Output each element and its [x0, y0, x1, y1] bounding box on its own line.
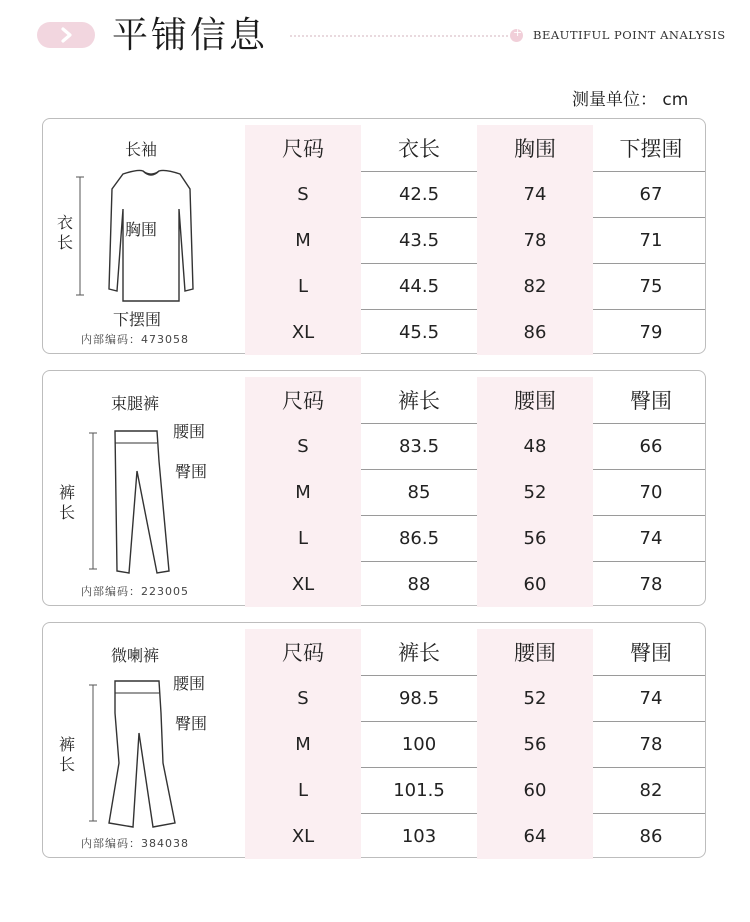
- table-cell: 44.5: [398, 275, 440, 297]
- table-cell: 82: [477, 263, 593, 309]
- garment-name: 微喇裤: [111, 646, 160, 665]
- internal-code: 内部编码：223005: [81, 585, 189, 598]
- table-row: [245, 767, 705, 813]
- table-cell: 79: [639, 321, 663, 343]
- size-card-top: [42, 118, 706, 354]
- size-card-flare: [42, 622, 706, 858]
- table-row: [245, 171, 705, 217]
- table-cell: 101.5: [393, 779, 445, 801]
- table-cell: 70: [639, 481, 663, 503]
- table-row: [245, 515, 705, 561]
- chest-label: 胸围: [125, 220, 158, 239]
- table-row: [245, 721, 705, 767]
- table-cell: S: [245, 675, 361, 721]
- table-cell: L: [245, 515, 361, 561]
- table-cell: 45.5: [398, 321, 440, 343]
- hip-label: 臀围: [175, 714, 208, 733]
- table-cell: 42.5: [398, 183, 440, 205]
- table-cell: 43.5: [398, 229, 440, 251]
- column-header: 裤长: [398, 641, 440, 665]
- column-header: 衣长: [398, 137, 440, 161]
- table-row: [245, 423, 705, 469]
- table-cell: 74: [639, 527, 663, 549]
- table-cell: 86: [477, 309, 593, 355]
- length-label: 衣长: [57, 213, 74, 252]
- hip-label: 臀围: [175, 462, 208, 481]
- table-cell: L: [245, 263, 361, 309]
- table-cell: 100: [401, 733, 437, 755]
- table-cell: 83.5: [398, 435, 440, 457]
- table-row: [245, 561, 705, 607]
- column-header: 臀围: [630, 641, 672, 665]
- table-cell: 78: [639, 733, 663, 755]
- size-card-jogger: [42, 370, 706, 606]
- table-cell: 64: [477, 813, 593, 859]
- table-row: [245, 263, 705, 309]
- column-header: 胸围: [477, 125, 593, 171]
- table-cell: 103: [401, 825, 437, 847]
- table-cell: L: [245, 767, 361, 813]
- measurement-unit: 测量单位： cm: [572, 90, 689, 110]
- plus-dot-icon: [510, 29, 523, 42]
- length-label: 裤长: [59, 735, 76, 774]
- table-cell: M: [245, 217, 361, 263]
- table-cell: 78: [477, 217, 593, 263]
- length-label: 裤长: [59, 483, 76, 522]
- page-title: 平铺信息: [112, 15, 269, 56]
- table-cell: 60: [477, 561, 593, 607]
- table-row: [245, 309, 705, 355]
- table-cell: S: [245, 171, 361, 217]
- internal-code: 内部编码：384038: [81, 837, 189, 850]
- chevron-right-icon: [59, 27, 75, 43]
- table-cell: 74: [477, 171, 593, 217]
- table-cell: M: [245, 469, 361, 515]
- table-cell: 86.5: [398, 527, 440, 549]
- table-header-row: [245, 377, 705, 423]
- table-cell: S: [245, 423, 361, 469]
- column-header: 臀围: [630, 389, 672, 413]
- table-cell: 74: [639, 687, 663, 709]
- column-header: 腰围: [477, 629, 593, 675]
- table-cell: 56: [477, 721, 593, 767]
- garment-figure: [43, 119, 243, 355]
- column-header: 裤长: [398, 389, 440, 413]
- table-row: [245, 675, 705, 721]
- waist-label: 腰围: [173, 674, 206, 693]
- table-cell: 60: [477, 767, 593, 813]
- arrow-badge: [37, 22, 95, 48]
- column-header: 下摆围: [619, 137, 683, 161]
- page-header: [0, 0, 750, 80]
- hem-label: 下摆围: [113, 310, 162, 329]
- table-cell: XL: [245, 813, 361, 859]
- table-cell: 52: [477, 469, 593, 515]
- garment-figure: [43, 623, 243, 859]
- waist-label: 腰围: [173, 422, 206, 441]
- table-cell: XL: [245, 309, 361, 355]
- table-cell: 98.5: [398, 687, 440, 709]
- size-table: [245, 377, 705, 607]
- table-cell: XL: [245, 561, 361, 607]
- table-row: [245, 469, 705, 515]
- garment-name: 长袖: [125, 140, 158, 159]
- garment-name: 束腿裤: [111, 394, 160, 413]
- table-cell: 67: [639, 183, 663, 205]
- table-row: [245, 813, 705, 859]
- table-cell: 82: [639, 779, 663, 801]
- garment-figure: [43, 371, 243, 607]
- table-cell: 71: [639, 229, 663, 251]
- table-cell: 52: [477, 675, 593, 721]
- size-table: [245, 125, 705, 355]
- size-table: [245, 629, 705, 859]
- table-cell: 86: [639, 825, 663, 847]
- table-cell: 85: [407, 481, 431, 503]
- internal-code: 内部编码：473058: [81, 333, 189, 346]
- table-cell: 56: [477, 515, 593, 561]
- table-header-row: [245, 629, 705, 675]
- tagline: BEAUTIFUL POINT ANALYSIS: [533, 28, 726, 42]
- table-cell: 75: [639, 275, 663, 297]
- table-row: [245, 217, 705, 263]
- table-cell: 66: [639, 435, 663, 457]
- table-cell: 48: [477, 423, 593, 469]
- column-header: 尺码: [245, 629, 361, 675]
- table-cell: M: [245, 721, 361, 767]
- column-header: 腰围: [477, 377, 593, 423]
- column-header: 尺码: [245, 377, 361, 423]
- table-header-row: [245, 125, 705, 171]
- column-header: 尺码: [245, 125, 361, 171]
- table-cell: 78: [639, 573, 663, 595]
- divider-dots: [290, 35, 508, 37]
- table-cell: 88: [407, 573, 431, 595]
